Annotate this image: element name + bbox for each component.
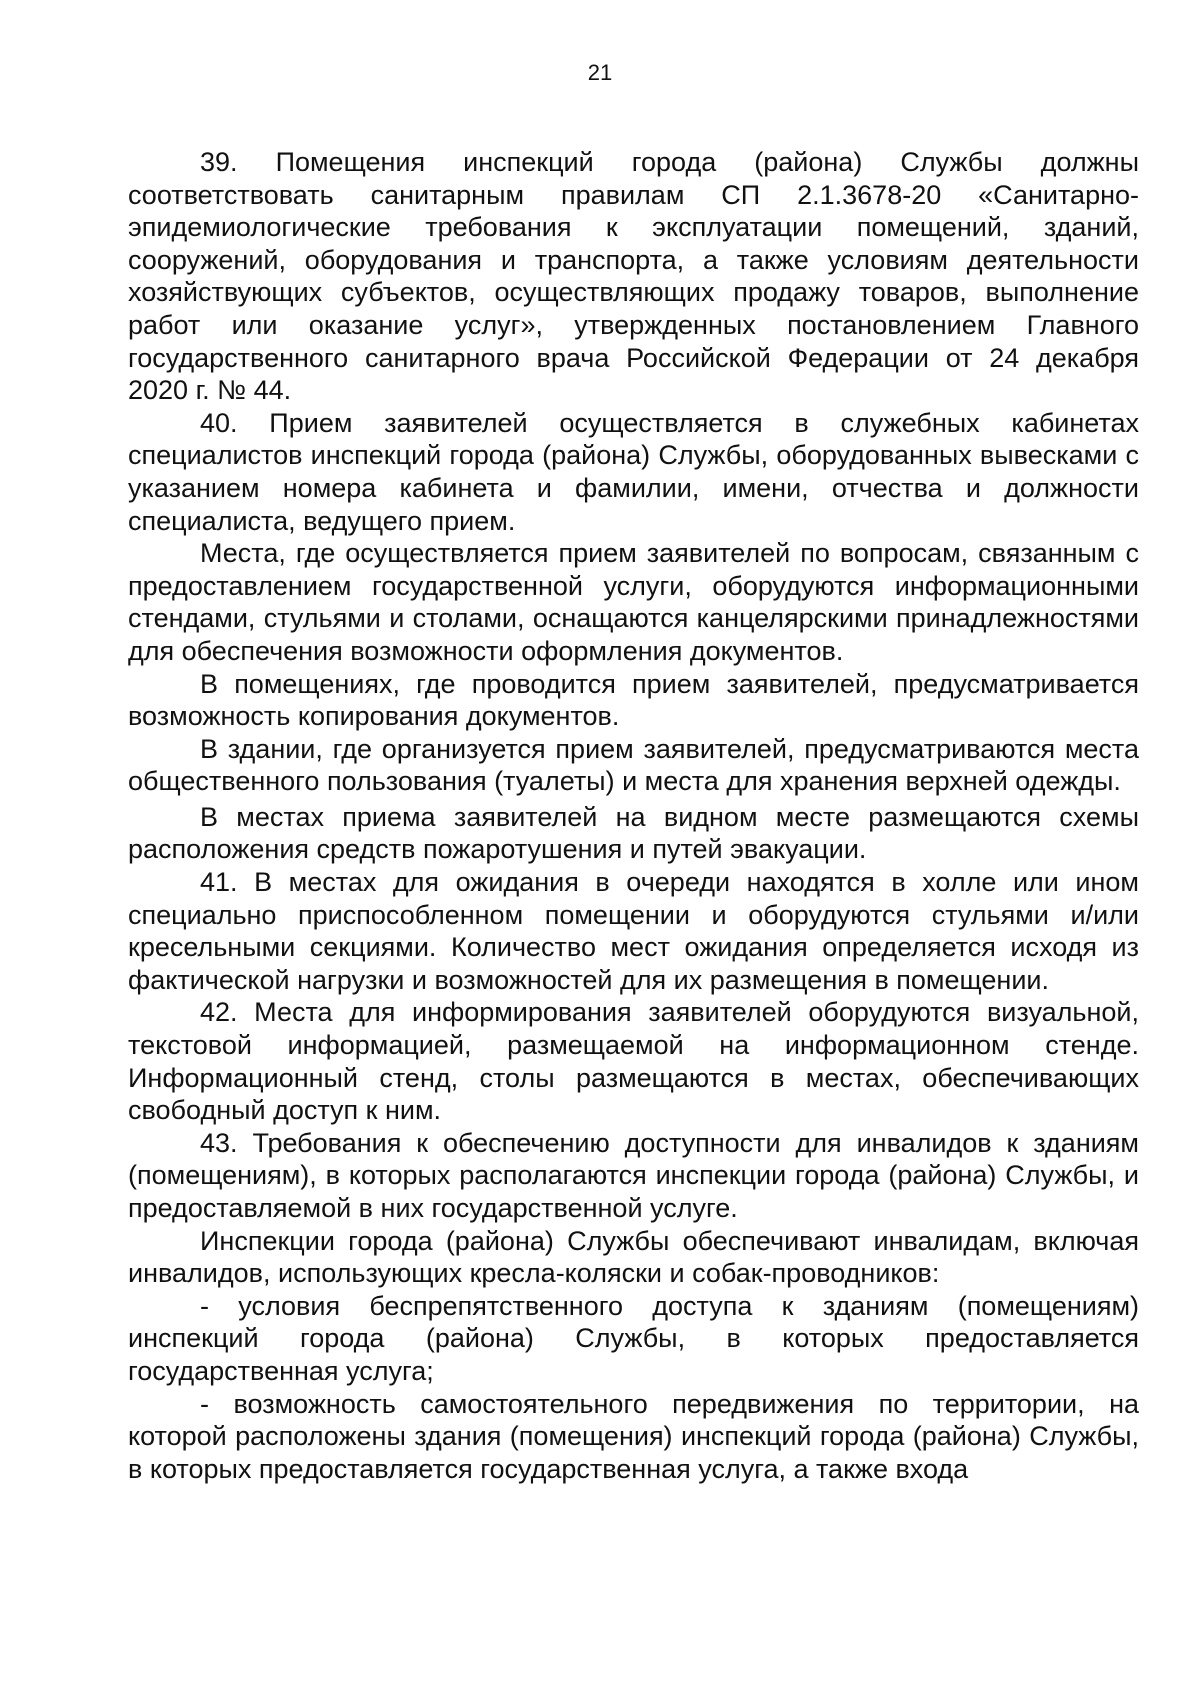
paragraph-evacuation: В местах приема заявителей на видном месте размещаются схемы расположения средств пожаротушения и путей эвакуации. [128,801,1139,865]
document-body [128,146,1139,1485]
page-number: 21 [587,60,613,85]
list-item-access-conditions: - условия беспрепятственного доступа к зданиям (помещениям) инспекций города (района) Службы, в которых предоставляется государственная услуга; [128,1290,1139,1386]
list-item-independent-movement: - возможность самостоятельного передвижения по территории, на которой расположены здания (помещения) инспекций города (района) Службы, в которых предоставляется государственная услуга, а также входа [128,1388,1139,1484]
paragraph-reception-places: Места, где осуществляется прием заявителей по вопросам, связанным с предоставлением государственной услуги, оборудуются информационными стендами, стульями и столами, оснащаются канцелярскими принадлежностями для обеспечения возможности оформления документов. [128,538,1139,666]
paragraph-43: 43. Требования к обеспечению доступности для инвалидов к зданиям (помещениям), в которых располагаются инспекции города (района) Службы, и предоставляемой в них государственной услуге. [128,1127,1139,1223]
paragraph-39: 39. Помещения инспекций города (района) Службы должны соответствовать санитарным правилам СП 2.1.3678-20 «Санитарно-эпидемиологические требования к эксплуатации помещений, зданий, сооружений, оборудования и транспорта, а также условиям деятельности хозяйствующих субъектов, осуществляющих продажу товаров, выполнение работ или оказание услуг», утвержденных постановлением Главного государственного санитарного врача Российской Федерации от 24 декабря 2020 г. № 44. [128,147,1139,406]
paragraph-public-facilities: В здании, где организуется прием заявителей, предусматриваются места общественного пользования (туалеты) и места для хранения верхней одежды. [128,733,1139,797]
paragraph-40: 40. Прием заявителей осуществляется в служебных кабинетах специалистов инспекций города (района) Службы, оборудованных вывесками с указанием номера кабинета и фамилии, имени, отчества и должности специалиста, ведущего прием. [128,407,1139,536]
paragraph-42: 42. Места для информирования заявителей оборудуются визуальной, текстовой информацией, размещаемой на информационном стенде. Информационный стенд, столы размещаются в местах, обеспечивающих свободный доступ к ним. [128,997,1139,1126]
paragraph-copying: В помещениях, где проводится прием заявителей, предусматривается возможность копирования документов. [128,668,1139,732]
paragraph-41: 41. В местах для ожидания в очереди находятся в холле или ином специально приспособленном помещении и оборудуются стульями и/или кресельными секциями. Количество мест ожидания определяется исходя из фактической нагрузки и возможностей для их размещения в помещении. [128,867,1139,995]
paragraph-disability-provision: Инспекции города (района) Службы обеспечивают инвалидам, включая инвалидов, использующих кресла-коляски и собак-проводников: [128,1225,1139,1289]
